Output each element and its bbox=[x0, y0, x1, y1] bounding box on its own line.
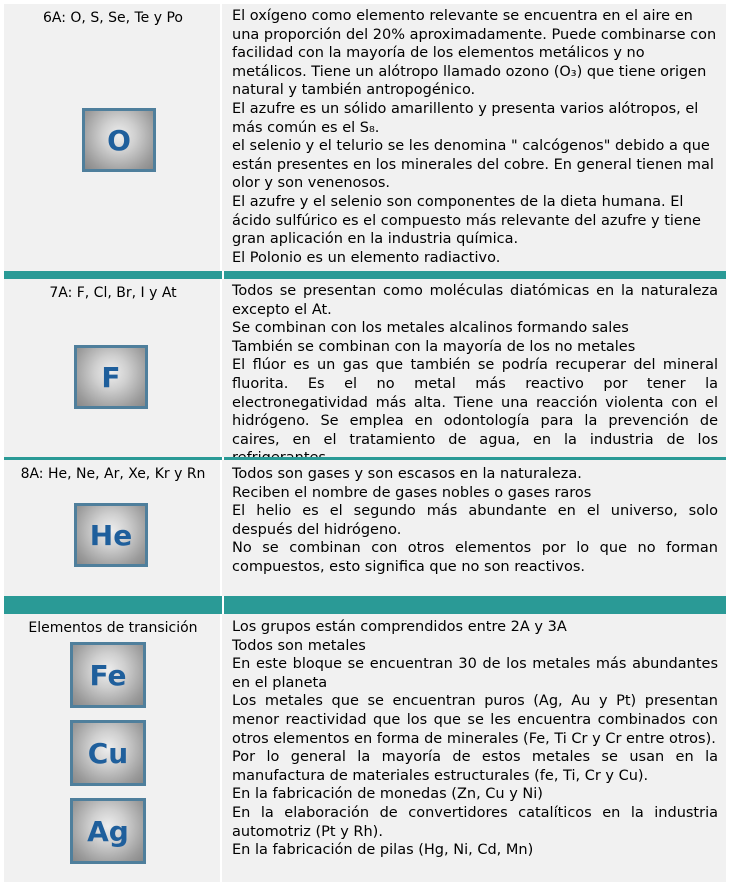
paragraph: Por lo general la mayoría de estos metales se usan en la manufactura de materiales estructurales (fe, Ti, Cr y Cu). bbox=[232, 749, 718, 784]
paragraph: Todos son gases y son escasos en la naturaleza. bbox=[232, 466, 582, 482]
paragraph: En la fabricación de pilas (Hg, Ni, Cd, Mn) bbox=[232, 842, 534, 859]
row-separator bbox=[4, 271, 726, 279]
paragraph: Los grupos están comprendidos entre 2A y 3A bbox=[232, 619, 567, 635]
group-cell bbox=[4, 614, 222, 882]
paragraph: el selenio y el telurio se les denomina " calcógenos" debido a que están presentes en los minerales del cobre. En general tienen mal olor y son venenosos. bbox=[232, 138, 714, 192]
paragraph: No se combinan con otros elementos por lo que no forman compuestos, esto significa que no son reactivos. bbox=[232, 540, 718, 575]
paragraph: El Polonio es un elemento radiactivo. bbox=[232, 249, 501, 266]
element-symbol-he: He bbox=[74, 503, 148, 567]
group-cell bbox=[4, 460, 222, 596]
description-transition bbox=[232, 618, 718, 860]
description-cell bbox=[224, 4, 726, 271]
paragraph: El oxígeno como elemento relevante se encuentra en el aire en una proporción del 20% aproximadamente. Puede combinarse con facilidad con la mayoría de los elementos metálicos y no metálicos. Tiene un alótropo llamado ozono (O₃) que tiene origen natural y también antropogénico. bbox=[232, 8, 717, 99]
description-cell bbox=[224, 614, 726, 882]
table-row-transition bbox=[4, 614, 726, 882]
paragraph: Todos son metales bbox=[232, 637, 366, 654]
paragraph: En la fabricación de monedas (Zn, Cu y Ni) bbox=[232, 786, 543, 803]
element-symbol-ag: Ag bbox=[70, 798, 146, 864]
group-title-6a: 6A: O, S, Se, Te y Po bbox=[43, 10, 183, 26]
paragraph: El azufre es un sólido amarillento y presenta varios alótropos, el más común es el S₈. bbox=[232, 100, 699, 136]
paragraph: En este bloque se encuentran 30 de los metales más abundantes en el planeta bbox=[232, 656, 718, 691]
table-row-7a bbox=[4, 279, 726, 457]
table-row-8a bbox=[4, 460, 726, 596]
description-cell bbox=[224, 460, 726, 596]
element-symbol-fe: Fe bbox=[70, 642, 146, 708]
row-separator bbox=[4, 596, 726, 614]
paragraph: En la elaboración de convertidores catalíticos en la industria automotriz (Pt y Rh). bbox=[232, 804, 718, 840]
description-6a bbox=[232, 7, 718, 267]
description-7a bbox=[232, 282, 718, 468]
paragraph: Se combinan con los metales alcalinos formando sales bbox=[232, 320, 629, 337]
group-title-8a: 8A: He, Ne, Ar, Xe, Kr y Rn bbox=[20, 466, 206, 482]
paragraph: El helio es el segundo más abundante en el universo, solo después del hidrógeno. bbox=[232, 503, 718, 538]
paragraph: El azufre y el selenio son componentes de la dieta humana. El ácido sulfúrico es el compuesto más relevante del azufre y tiene gran aplicación en la industria química. bbox=[232, 193, 701, 248]
group-cell bbox=[4, 4, 222, 271]
table-row-6a bbox=[4, 4, 726, 271]
description-8a bbox=[232, 465, 718, 577]
paragraph: Todos se presentan como moléculas diatómicas en la naturaleza excepto el At. bbox=[232, 283, 718, 318]
element-symbol-f: F bbox=[74, 345, 148, 409]
element-symbol-cu: Cu bbox=[70, 720, 146, 786]
group-title-7a: 7A: F, Cl, Br, I y At bbox=[49, 285, 177, 301]
paragraph: También se combinan con la mayoría de los no metales bbox=[232, 338, 636, 355]
paragraph: El flúor es un gas que también se podría recuperar del mineral fluorita. Es el no metal más reactivo por tener la electronegatividad más alta. Tiene una reacción violenta con el hidrógeno. Se emplea en odontología para la prevención de caires, en el tratamiento de agua, en la industria de los bbox=[232, 357, 718, 448]
group-cell bbox=[4, 279, 222, 457]
paragraph: Reciben el nombre de gases nobles o gases raros bbox=[232, 484, 592, 501]
element-symbol-o: O bbox=[82, 108, 156, 172]
paragraph: Los metales que se encuentran puros (Ag, Au y Pt) presentan menor reactividad que los que se les encuentra combinados con otros elementos en forma de minerales (Fe, Ti Cr y Cr entre otros). bbox=[232, 693, 718, 747]
description-cell bbox=[224, 279, 726, 457]
group-title-transition: Elementos de transición bbox=[28, 620, 198, 636]
